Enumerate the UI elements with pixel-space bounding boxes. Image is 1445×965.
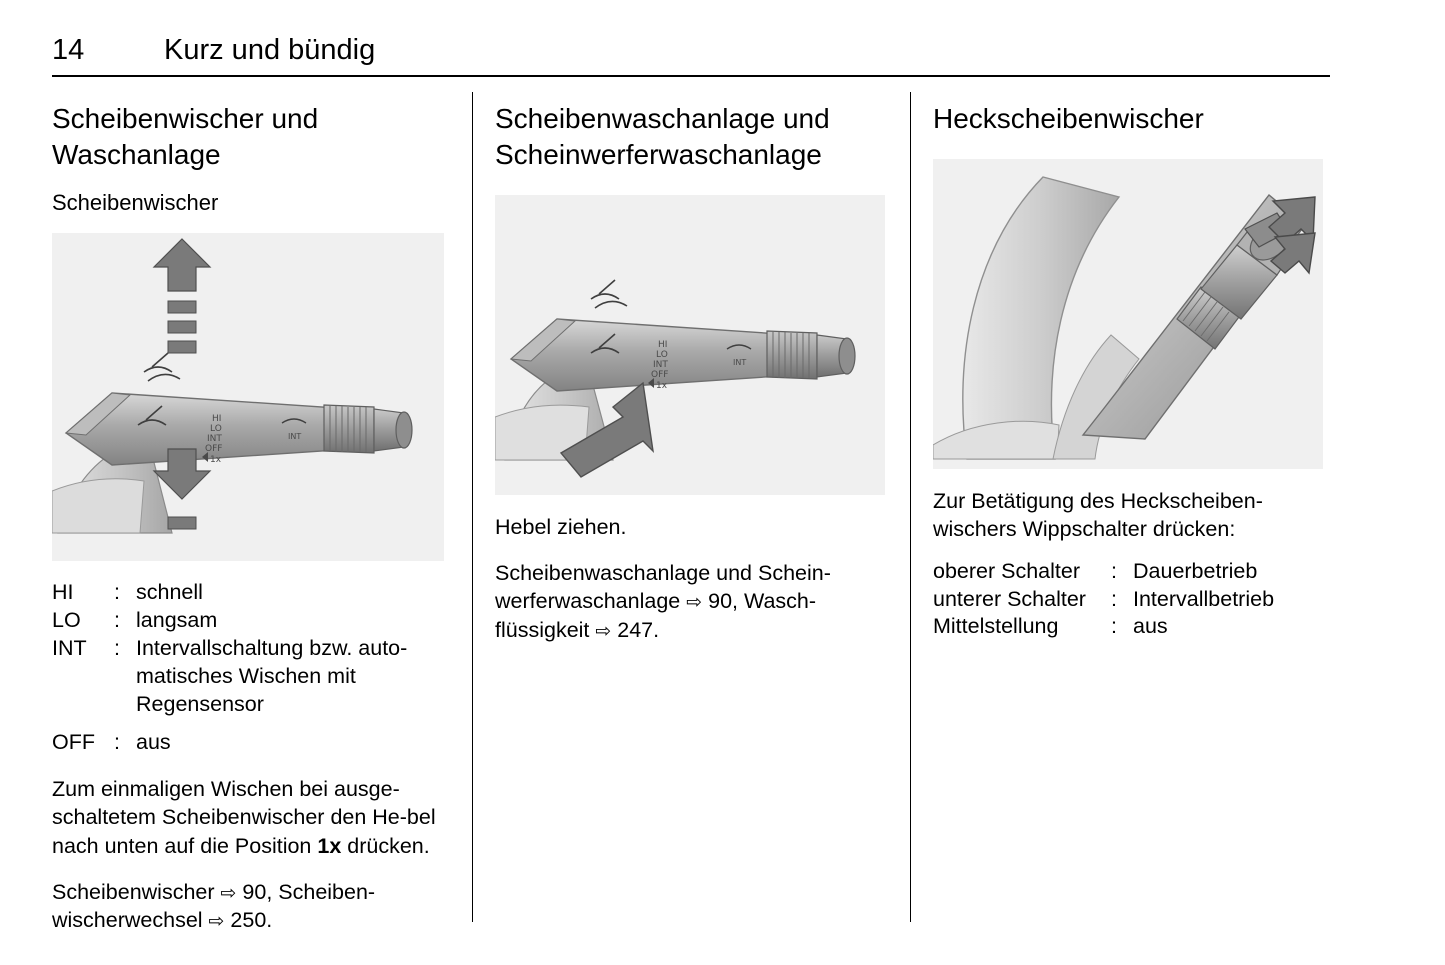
wiper-mode-definitions (52, 579, 444, 757)
definition-colon: : (1111, 614, 1117, 639)
definition-row (52, 607, 444, 635)
washer-lever-pull-illustration (495, 195, 885, 495)
definition-continuation: Regensensor (136, 692, 264, 716)
definition-row (933, 558, 1342, 586)
definition-term: Mittelstellung (933, 614, 1059, 639)
definition-term: INT (52, 636, 87, 661)
column-two (472, 92, 910, 922)
definition-colon: : (114, 580, 120, 605)
svg-text:INT: INT (207, 434, 222, 445)
paragraph-text-a: Zum einmaligen Wischen bei ausge-schaltetem Scheibenwischer den He-bel nach unten auf die Position (52, 776, 436, 858)
definition-desc: langsam (136, 608, 218, 633)
definition-term: LO (52, 608, 81, 633)
svg-text:1x: 1x (656, 380, 668, 391)
definition-row (52, 635, 444, 663)
section-title-rear-wiper: Heckscheibenwischer (933, 103, 1204, 134)
definition-row (52, 579, 444, 607)
definition-row (933, 586, 1342, 614)
definition-term: OFF (52, 729, 95, 754)
definition-desc: schnell (136, 580, 203, 605)
crossref-text-b: 90, Scheiben-wischerwechsel (52, 880, 376, 933)
definition-desc: Dauerbetrieb (1133, 558, 1258, 583)
svg-text:1x: 1x (210, 455, 222, 466)
crossref-text-a: Scheibenwaschanlage und Schein-werferwaschanlage (495, 561, 831, 614)
crossref-text-b: 90, Wasch-flüssigkeit (495, 589, 817, 642)
washer-crossref-paragraph (495, 559, 882, 644)
content-columns (52, 92, 1342, 933)
svg-text:INT: INT (653, 359, 668, 370)
wiper-crossref-paragraph (52, 878, 444, 935)
definition-colon: : (1111, 586, 1117, 611)
section-title-wiper: Scheibenwischer und Waschanlage (52, 103, 319, 170)
section-title-washer: Scheibenwaschanlage und Scheinwerferwaschanlage (495, 103, 830, 170)
definition-colon: : (114, 608, 120, 633)
definition-colon: : (1111, 558, 1117, 583)
column-one (52, 92, 472, 933)
svg-text:INT: INT (288, 432, 302, 442)
definition-row (52, 729, 444, 757)
chapter-title: Kurz und bündig (164, 34, 376, 66)
crossref-arrow-icon: ⇨ (208, 910, 225, 933)
rear-wiper-definitions (933, 558, 1342, 642)
definition-desc: Intervallschaltung bzw. auto- (136, 636, 408, 661)
definition-row (933, 613, 1342, 641)
crossref-text-c: 247. (611, 617, 660, 642)
rear-wiper-switch-illustration (933, 159, 1323, 469)
definition-desc: aus (136, 729, 171, 754)
crossref-arrow-icon: ⇨ (595, 619, 612, 642)
pull-lever-paragraph: Hebel ziehen. (495, 514, 627, 539)
definition-term: unterer Schalter (933, 586, 1086, 611)
paragraph-text-b: drücken. (341, 833, 430, 858)
crossref-arrow-icon: ⇨ (220, 882, 237, 904)
svg-text:HI: HI (212, 414, 222, 425)
svg-text:OFF: OFF (651, 369, 669, 380)
svg-text:OFF: OFF (205, 444, 223, 455)
crossref-text-a: Scheibenwischer (52, 880, 221, 904)
definition-desc: aus (1133, 614, 1168, 639)
definition-colon: : (114, 729, 120, 754)
definition-term: HI (52, 580, 74, 605)
subsection-title-wiper: Scheibenwischer (52, 189, 219, 215)
crossref-text-c: 250. (224, 908, 273, 933)
svg-text:LO: LO (210, 424, 222, 435)
single-wipe-paragraph (52, 775, 444, 860)
svg-text:LO: LO (656, 349, 668, 360)
crossref-arrow-icon: ⇨ (686, 591, 703, 614)
position-1x-label: 1x (317, 833, 342, 858)
svg-text:INT: INT (733, 357, 747, 367)
definition-desc: Intervallbetrieb (1133, 586, 1275, 611)
page-number: 14 (52, 34, 85, 66)
definition-colon: : (114, 636, 120, 661)
column-three (910, 92, 1342, 922)
definition-continuation: matisches Wischen mit (136, 664, 356, 689)
svg-text:HI: HI (658, 339, 668, 350)
page-header (52, 34, 1330, 77)
rear-wiper-instruction: Zur Betätigung des Heckscheiben-wischers Wippschalter drücken: (933, 488, 1263, 542)
definition-term: oberer Schalter (933, 558, 1080, 583)
wiper-lever-illustration (52, 233, 444, 561)
